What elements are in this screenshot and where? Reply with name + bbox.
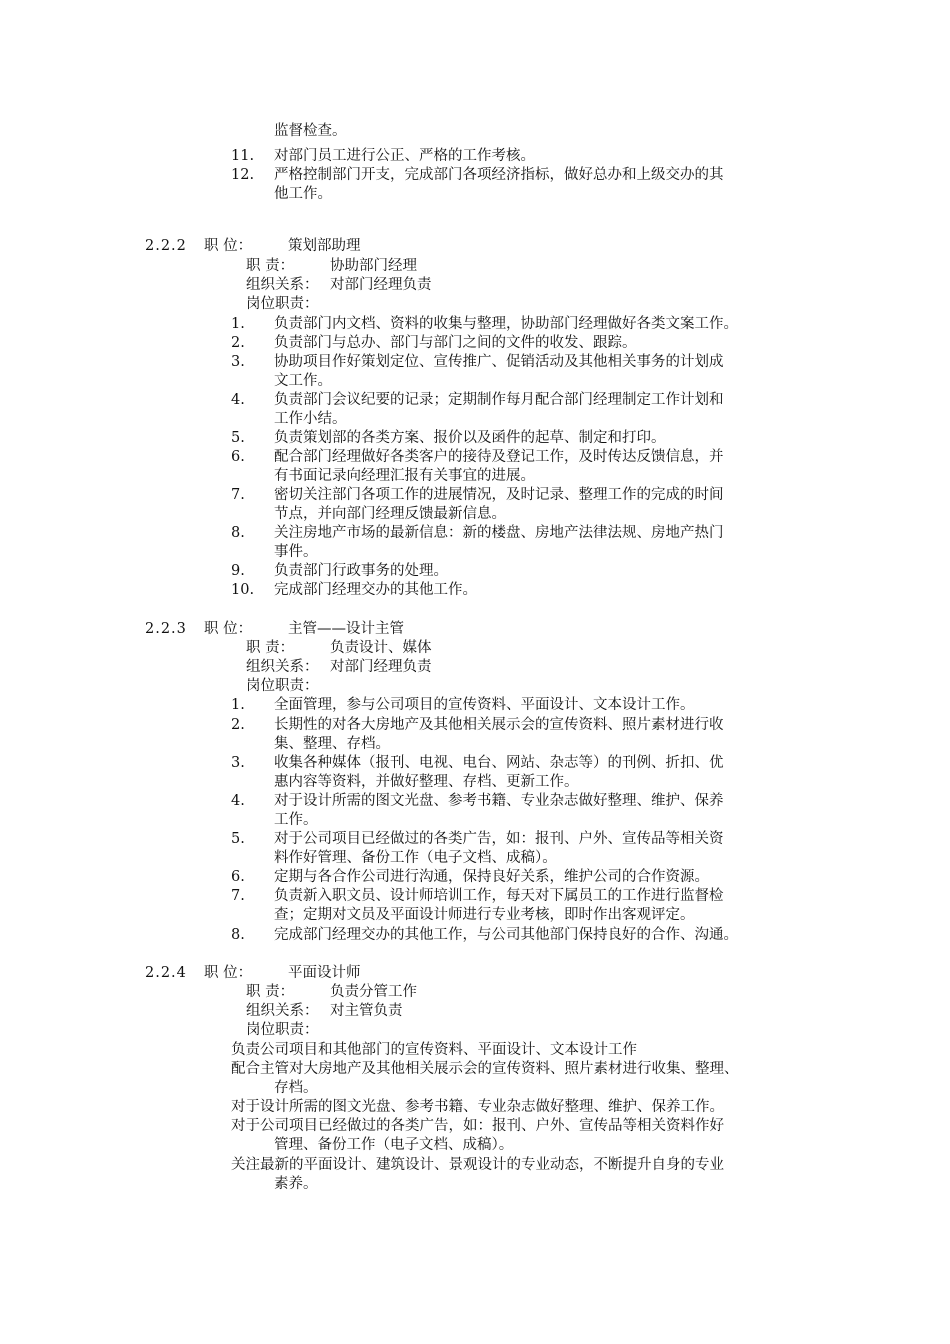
list-item-number: 12.: [231, 167, 255, 183]
list-item-text: 负责部门与总办、部门与部门之间的文件的收发、跟踪。: [274, 335, 637, 351]
list-item-number: 8.: [231, 525, 245, 541]
position-value: 平面设计师: [288, 965, 361, 981]
list-item-continuation: 监督检查。: [274, 123, 347, 139]
section-number: 2.2.2: [145, 238, 187, 254]
list-item-number: 3.: [231, 755, 245, 771]
relation-value: 对部门经理负责: [330, 277, 432, 293]
list-item-text: 文工作。: [274, 373, 332, 389]
relation-value: 对主管负责: [330, 1003, 403, 1019]
duty-label: 职 责：: [246, 984, 295, 1000]
responsibilities-label: 岗位职责：: [246, 1022, 319, 1038]
list-item-text: 负责新入职文员、设计师培训工作，每天对下属员工的工作进行监督检: [274, 888, 724, 904]
list-item-text: 严格控制部门开支，完成部门各项经济指标，做好总办和上级交办的其: [274, 167, 724, 183]
list-item-text: 事件。: [274, 544, 318, 560]
relation-label: 组织关系：: [246, 277, 319, 293]
list-item-text: 工作。: [274, 812, 318, 828]
list-item-text: 有书面记录向经理汇报有关事宜的进展。: [274, 468, 535, 484]
list-item-number: 11.: [231, 148, 255, 164]
list-item-text: 完成部门经理交办的其他工作，与公司其他部门保持良好的合作、沟通。: [274, 927, 738, 943]
responsibilities-label: 岗位职责：: [246, 296, 319, 312]
list-item-text: 负责部门行政事务的处理。: [274, 563, 448, 579]
paragraph-line: 管理、备份工作（电子文档、成稿）。: [274, 1137, 514, 1153]
position-label: 职 位：: [204, 965, 253, 981]
list-item-number: 7.: [231, 888, 245, 904]
list-item-text: 协助项目作好策划定位、宣传推广、促销活动及其他相关事务的计划成: [274, 354, 724, 370]
duty-label: 职 责：: [246, 258, 295, 274]
section-number: 2.2.3: [145, 621, 187, 637]
list-item-text: 负责部门内文档、资料的收集与整理，协助部门经理做好各类文案工作。: [274, 316, 738, 332]
list-item-text: 惠内容等资料，并做好整理、存档、更新工作。: [274, 774, 579, 790]
duty-value: 负责分管工作: [330, 984, 417, 1000]
list-item-text: 完成部门经理交办的其他工作。: [274, 582, 477, 598]
relation-label: 组织关系：: [246, 659, 319, 675]
list-item-number: 1.: [231, 316, 245, 332]
list-item-number: 3.: [231, 354, 245, 370]
list-item-text: 对部门员工进行公正、严格的工作考核。: [274, 148, 535, 164]
list-item-number: 4.: [231, 793, 245, 809]
list-item-number: 2.: [231, 335, 245, 351]
list-item-number: 4.: [231, 392, 245, 408]
list-item-number: 10.: [231, 582, 255, 598]
paragraph-line: 负责公司项目和其他部门的宣传资料、平面设计、文本设计工作: [231, 1042, 637, 1058]
section-number: 2.2.4: [145, 965, 187, 981]
list-item-number: 6.: [231, 449, 245, 465]
list-item-text: 长期性的对各大房地产及其他相关展示会的宣传资料、照片素材进行收: [274, 717, 724, 733]
list-item-text: 全面管理，参与公司项目的宣传资料、平面设计、文本设计工作。: [274, 697, 695, 713]
paragraph-line: 配合主管对大房地产及其他相关展示会的宣传资料、照片素材进行收集、整理、: [231, 1061, 739, 1077]
relation-label: 组织关系：: [246, 1003, 319, 1019]
duty-value: 负责设计、媒体: [330, 640, 432, 656]
list-item-text: 配合部门经理做好各类客户的接待及登记工作，及时传达反馈信息，并: [274, 449, 724, 465]
paragraph-line: 对于公司项目已经做过的各类广告，如：报刊、户外、宣传品等相关资料作好: [231, 1118, 724, 1134]
position-label: 职 位：: [204, 238, 253, 254]
list-item-number: 2.: [231, 717, 245, 733]
position-label: 职 位：: [204, 621, 253, 637]
list-item-text: 对于设计所需的图文光盘、参考书籍、专业杂志做好整理、维护、保养: [274, 793, 724, 809]
list-item-text: 集、整理、存档。: [274, 736, 390, 752]
relation-value: 对部门经理负责: [330, 659, 432, 675]
list-item-text: 关注房地产市场的最新信息：新的楼盘、房地产法律法规、房地产热门: [274, 525, 724, 541]
responsibilities-label: 岗位职责：: [246, 678, 319, 694]
list-item-number: 7.: [231, 487, 245, 503]
list-item-text: 负责策划部的各类方案、报价以及函件的起草、制定和打印。: [274, 430, 666, 446]
list-item-text: 定期与各合作公司进行沟通，保持良好关系，维护公司的合作资源。: [274, 869, 709, 885]
list-item-text: 收集各种媒体（报刊、电视、电台、网站、杂志等）的刊例、折扣、优: [274, 755, 724, 771]
paragraph-line: 素养。: [274, 1176, 318, 1192]
list-item-number: 8.: [231, 927, 245, 943]
duty-label: 职 责：: [246, 640, 295, 656]
list-item-number: 5.: [231, 430, 245, 446]
paragraph-line: 对于设计所需的图文光盘、参考书籍、专业杂志做好整理、维护、保养工作。: [231, 1099, 724, 1115]
list-item-number: 5.: [231, 831, 245, 847]
list-item-text: 节点，并向部门经理反馈最新信息。: [274, 506, 506, 522]
paragraph-line: 关注最新的平面设计、建筑设计、景观设计的专业动态，不断提升自身的专业: [231, 1157, 724, 1173]
list-item-number: 9.: [231, 563, 245, 579]
position-value: 策划部助理: [288, 238, 361, 254]
list-item-number: 6.: [231, 869, 245, 885]
list-item-text: 密切关注部门各项工作的进展情况，及时记录、整理工作的完成的时间: [274, 487, 724, 503]
list-item-text: 料作好管理、备份工作（电子文档、成稿）。: [274, 850, 557, 866]
list-item-text: 工作小结。: [274, 411, 347, 427]
position-value: 主管——设计主管: [288, 621, 404, 637]
duty-value: 协助部门经理: [330, 258, 417, 274]
list-item-text: 他工作。: [274, 186, 332, 202]
list-item-text: 查；定期对文员及平面设计师进行专业考核，即时作出客观评定。: [274, 907, 695, 923]
list-item-number: 1.: [231, 697, 245, 713]
list-item-text: 对于公司项目已经做过的各类广告，如：报刊、户外、宣传品等相关资: [274, 831, 724, 847]
paragraph-line: 存档。: [274, 1080, 318, 1096]
list-item-text: 负责部门会议纪要的记录；定期制作每月配合部门经理制定工作计划和: [274, 392, 724, 408]
